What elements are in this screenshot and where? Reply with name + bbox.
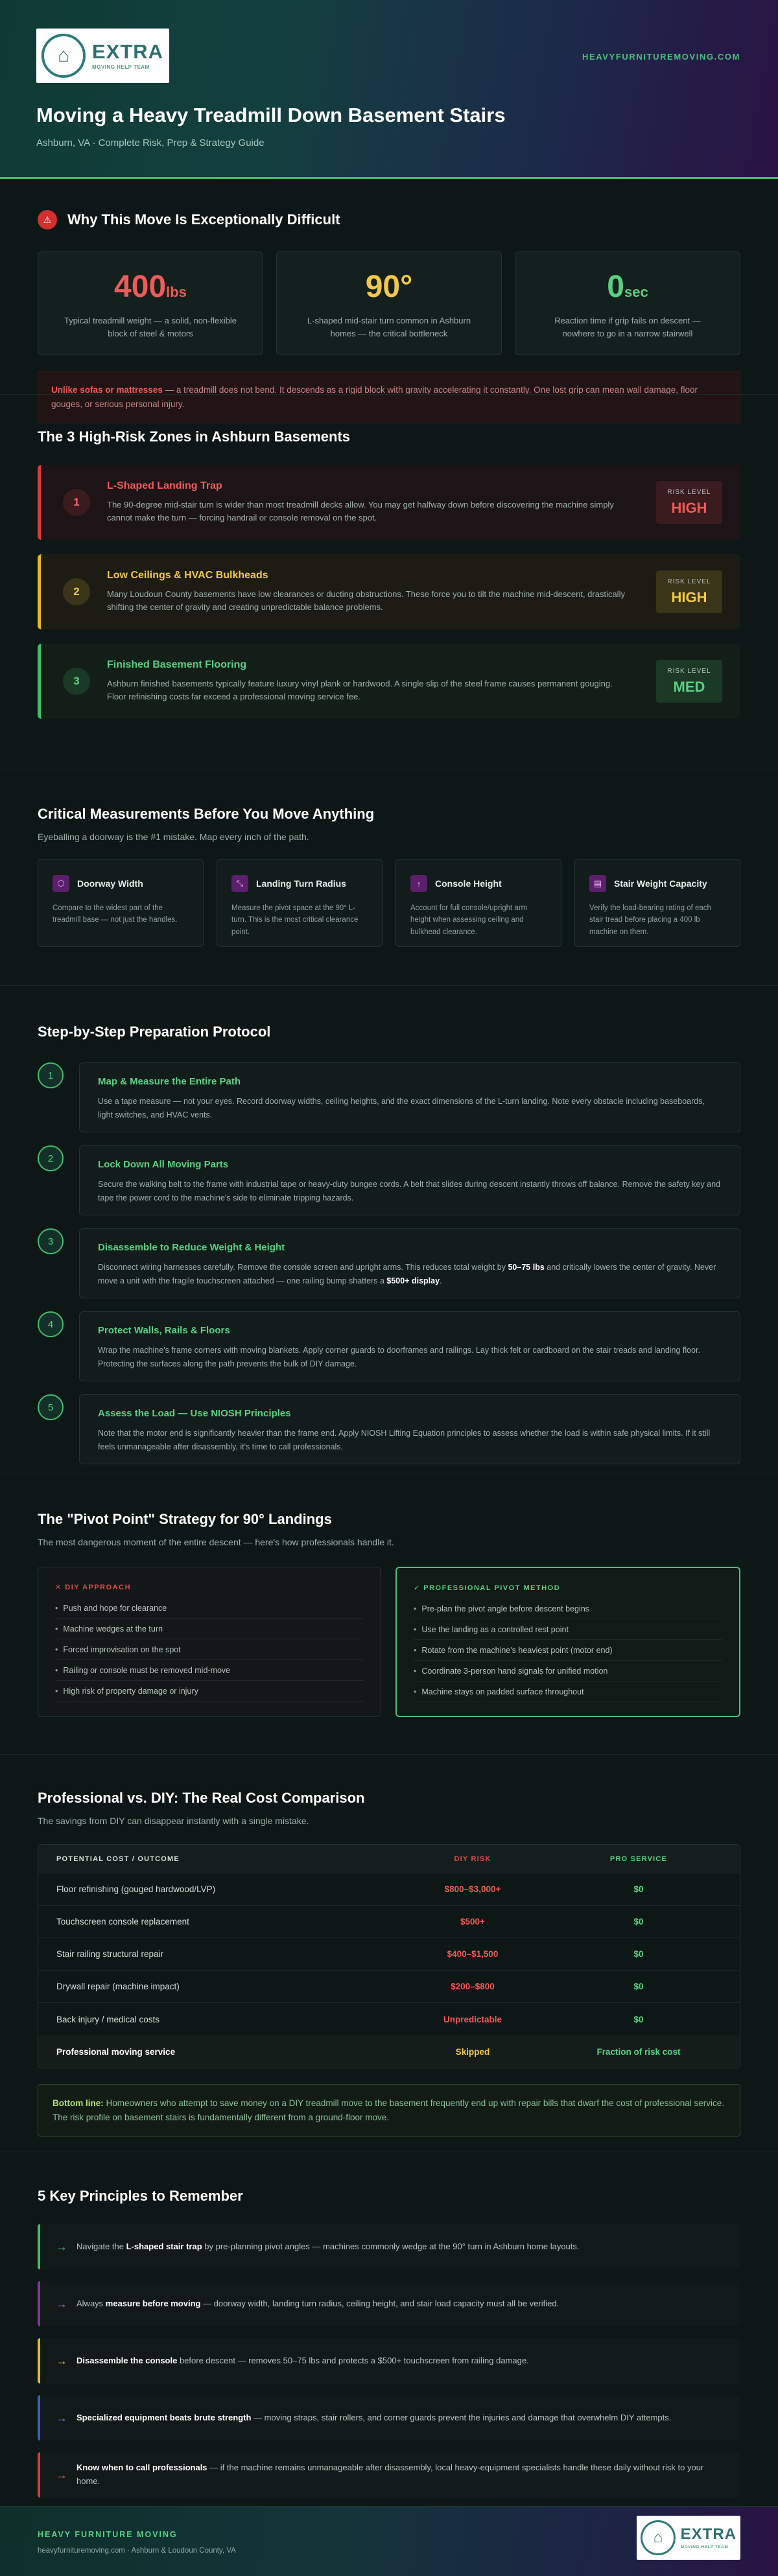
measurements-desc: Eyeballing a doorway is the #1 mistake. Map every inch of the path.	[38, 832, 309, 842]
list-item: • Forced improvisation on the spot	[55, 1639, 364, 1660]
row-pro: $0	[633, 1917, 644, 1926]
arrow-right-icon: →	[56, 2468, 67, 2481]
hero-header	[0, 0, 778, 179]
risk-label: RISK LEVEL	[667, 578, 711, 585]
list-item: • High risk of property damage or injury	[55, 1681, 364, 1702]
stat-unit: sec	[624, 284, 648, 300]
step-title: Lock Down All Moving Parts	[98, 1159, 229, 1170]
cost-title: Professional vs. DIY: The Real Cost Comparison	[38, 1790, 365, 1806]
step-desc-part: Disconnect wiring harnesses carefully. Remove the console screen and upright arms. This reduces total weight by	[98, 1263, 508, 1272]
stat-value	[515, 272, 740, 303]
zone-title: L-Shaped Landing Trap	[107, 480, 222, 491]
pro-pivot-heading: ✓ PROFESSIONAL PIVOT METHOD	[414, 1584, 561, 1592]
list-item: • Railing or console must be removed mid-move	[55, 1660, 364, 1681]
row-item: Stair railing structural repair	[56, 1949, 164, 1959]
step-title: Protect Walls, Rails & Floors	[98, 1325, 230, 1336]
zones-section	[0, 394, 778, 769]
protocol-step	[38, 1062, 740, 1132]
logo-tagline: MOVING HELP TEAM	[92, 64, 150, 70]
measurements-grid	[38, 859, 740, 947]
brand-logo[interactable]	[36, 29, 169, 83]
footer-logo-emblem-icon: ⌂	[641, 2520, 676, 2555]
arrow-right-icon: →	[56, 2240, 67, 2253]
principle-text	[77, 2461, 725, 2488]
row-pro: Fraction of risk cost	[596, 2046, 681, 2057]
risk-badge	[656, 570, 722, 613]
stat-value	[38, 272, 263, 303]
stat-number: 90°	[365, 270, 413, 304]
height-arrow-icon: ↑	[410, 875, 427, 892]
risk-zone-card	[38, 554, 740, 629]
step-card	[79, 1311, 740, 1381]
row-item: Back injury / medical costs	[56, 2014, 160, 2024]
step-title: Disassemble to Reduce Weight & Height	[98, 1242, 285, 1253]
principle-item	[38, 2395, 740, 2441]
zone-title: Finished Basement Flooring	[107, 659, 247, 670]
zone-body	[107, 570, 656, 614]
cost-table	[38, 1844, 740, 2068]
risk-badge	[656, 481, 722, 524]
principle-bold: Know when to call professionals	[77, 2463, 207, 2473]
zone-number: 1	[63, 489, 90, 516]
list-item: • Use the landing as a controlled rest point	[414, 1619, 722, 1640]
list-item: • Push and hope for clearance	[55, 1598, 364, 1619]
zone-number: 2	[63, 578, 90, 605]
step-desc-part: and critically lowers the center of gravity. Never move a unit with the fragile touchscreen attached — one railing bump shatters a	[98, 1263, 716, 1285]
row-item: Touchscreen console replacement	[56, 1917, 189, 1926]
page-subtitle: Ashburn, VA · Complete Risk, Prep & Strategy Guide	[36, 137, 265, 148]
step-number: 2	[38, 1145, 64, 1171]
stats-row	[38, 252, 740, 355]
page-title: Moving a Heavy Treadmill Down Basement Stairs	[36, 104, 506, 126]
risk-value: HIGH	[671, 589, 707, 605]
table-row	[38, 2003, 740, 2035]
measurements-title: Critical Measurements Before You Move Anything	[38, 806, 375, 822]
principle-pre: Always	[77, 2298, 106, 2308]
risk-label: RISK LEVEL	[667, 668, 711, 675]
principle-post: — moving straps, stair rollers, and corner guards prevent the injuries and damage that overwhelm DIY attempts.	[251, 2412, 672, 2422]
diy-approach-card	[38, 1567, 381, 1717]
logo-emblem-icon: ⌂	[41, 34, 86, 78]
row-pro: $0	[633, 1884, 644, 1894]
row-item: Professional moving service	[56, 2046, 176, 2057]
footer-logo-wordmark: EXTRA	[680, 2525, 737, 2543]
table-row	[38, 1906, 740, 1938]
stat-number: 0	[607, 270, 624, 304]
measurement-desc: Measure the pivot space at the 90° L-turn. This is the most critical clearance point.	[231, 904, 359, 936]
zone-body	[107, 480, 656, 524]
cost-section	[0, 1754, 778, 2151]
footer-logo[interactable]	[637, 2516, 740, 2560]
principle-post: by pre-planning pivot angles — machines commonly wedge at the 90° turn in Ashburn home layouts.	[202, 2241, 580, 2251]
risk-value: MED	[673, 679, 705, 695]
stair-icon: ▤	[589, 875, 606, 892]
stat-card	[38, 252, 263, 355]
stat-desc: Typical treadmill weight — a solid, non-flexible block of steel & motors	[64, 316, 237, 338]
step-title: Map & Measure the Entire Path	[98, 1076, 241, 1087]
protocol-step	[38, 1311, 740, 1381]
measurement-title: Console Height	[435, 878, 502, 889]
why-section	[0, 179, 778, 409]
principle-item	[38, 2338, 740, 2383]
arrow-right-icon: →	[56, 2411, 67, 2424]
diy-approach-heading: ✕ DIY APPROACH	[55, 1584, 132, 1591]
arrow-right-icon: →	[56, 2354, 67, 2367]
zone-desc: Ashburn finished basements typically feature luxury vinyl plank or hardwood. A single slip of the steel frame causes permanent gouging. Floor refinishing costs far exceed a professional moving service fee.	[107, 678, 613, 701]
doorway-icon: ⬡	[53, 875, 69, 892]
measurement-title: Doorway Width	[77, 878, 143, 889]
zones-title: The 3 High-Risk Zones in Ashburn Basements	[38, 428, 351, 445]
step-desc: Note that the motor end is significantly heavier than the frame end. Apply NIOSH Lifting Equation principles to assess whether the load is within safe physical limits. If it still feels unmanageable after disassembly, it's time to call professionals.	[98, 1429, 711, 1451]
measurement-card	[574, 859, 740, 947]
pro-pivot-card	[395, 1567, 740, 1717]
bottom-line-callout	[38, 2084, 740, 2137]
principle-text	[77, 2240, 580, 2254]
measurement-header	[53, 875, 189, 892]
header-diy: DIY RISK	[454, 1855, 491, 1863]
principle-item	[38, 2224, 740, 2269]
principle-post: — if the machine remains unmanageable after disassembly, local heavy-equipment specialists handle these daily without risk to your home.	[77, 2463, 704, 2486]
arrow-right-icon: →	[56, 2297, 67, 2310]
protocol-title: Step-by-Step Preparation Protocol	[38, 1024, 271, 1040]
principle-text	[77, 2297, 559, 2311]
measurement-desc: Compare to the widest part of the treadmill base — not just the handles.	[53, 904, 178, 924]
measurement-desc: Verify the load-bearing rating of each stair tread before placing a 400 lb machine on them.	[589, 904, 711, 936]
pivot-desc: The most dangerous moment of the entire descent — here's how professionals handle it.	[38, 1537, 394, 1547]
zone-title: Low Ceilings & HVAC Bulkheads	[107, 569, 268, 581]
callout-text: — a treadmill does not bend. It descends as a rigid block with gravity accelerating it constantly. One lost grip can mean wall damage, floor gouges, or serious personal injury.	[51, 385, 698, 409]
stat-number: 400	[114, 270, 167, 304]
measurement-title: Stair Weight Capacity	[614, 878, 707, 889]
principles-section	[0, 2151, 778, 2506]
measurement-desc: Account for full console/upright arm height when assessing ceiling and bulkhead clearance.	[410, 904, 528, 936]
measurement-header	[589, 875, 725, 892]
risk-label: RISK LEVEL	[667, 489, 711, 496]
table-row-pro-service	[38, 2035, 740, 2068]
row-diy: Skipped	[455, 2046, 490, 2057]
list-item: • Rotate from the machine's heaviest point (motor end)	[414, 1640, 722, 1661]
measurement-title: Landing Turn Radius	[256, 878, 346, 889]
zone-body	[107, 659, 656, 703]
principle-text	[77, 2354, 529, 2368]
step-number: 1	[38, 1062, 64, 1088]
list-item: • Coordinate 3-person hand signals for unified motion	[414, 1661, 722, 1681]
row-pro: $0	[633, 2014, 644, 2024]
risk-badge	[656, 660, 722, 703]
stat-card	[276, 252, 502, 355]
principle-bold: L-shaped stair trap	[126, 2241, 202, 2251]
protocol-step	[38, 1394, 740, 1464]
table-row	[38, 1971, 740, 2003]
principle-item	[38, 2281, 740, 2326]
principle-text	[77, 2411, 671, 2425]
step-card	[79, 1228, 740, 1298]
step-number: 5	[38, 1394, 64, 1420]
row-pro: $0	[633, 1949, 644, 1959]
row-diy: Unpredictable	[443, 2014, 502, 2024]
diy-approach-list	[55, 1598, 364, 1702]
step-number-wrap	[38, 1394, 79, 1464]
why-title: Why This Move Is Exceptionally Difficult	[67, 211, 340, 228]
step-card	[79, 1062, 740, 1132]
measurement-card	[217, 859, 383, 947]
measurement-header	[410, 875, 547, 892]
principles-list	[38, 2224, 740, 2498]
step-number-wrap	[38, 1311, 79, 1381]
step-desc-bold: 50–75 lbs	[508, 1263, 545, 1272]
row-diy: $400–$1,500	[447, 1949, 499, 1959]
row-diy: $200–$800	[451, 1982, 495, 1991]
measurement-card	[395, 859, 561, 947]
cost-desc: The savings from DIY can disappear instantly with a single mistake.	[38, 1816, 309, 1826]
principle-post: before descent — removes 50–75 lbs and protects a $500+ touchscreen from railing damage.	[177, 2355, 529, 2365]
zone-desc: The 90-degree mid-stair turn is wider than most treadmill decks allow. You may get halfway down before discovering the machine simply cannot make the turn — forcing handrail or console removal on the spot.	[107, 499, 614, 522]
callout-bold: Unlike sofas or mattresses	[51, 385, 163, 395]
step-card	[79, 1145, 740, 1215]
logo-wordmark: EXTRA	[92, 40, 164, 63]
principle-item	[38, 2452, 740, 2498]
protocol-step	[38, 1145, 740, 1215]
zone-number: 3	[63, 668, 90, 695]
stat-desc: L-shaped mid-stair turn common in Ashburn homes — the critical bottleneck	[307, 316, 471, 338]
zone-desc: Many Loudoun County basements have low clearances or ducting obstructions. These force you to tilt the machine mid-descent, drastically shifting the center of gravity and creating unpredictable balance problems.	[107, 589, 625, 612]
principle-pre: Navigate the	[77, 2241, 126, 2251]
measurement-header	[231, 875, 368, 892]
step-number-wrap	[38, 1062, 79, 1132]
stat-value	[277, 272, 501, 303]
stat-desc: Reaction time if grip fails on descent — nowhere to go in a narrow stairwell	[554, 316, 701, 338]
table-header-row	[38, 1845, 740, 1873]
turn-radius-icon: ⤡	[231, 875, 248, 892]
step-desc: Secure the walking belt to the frame with industrial tape or heavy-duty bungee cords. A belt that slides during descent instantly throws off balance. Remove the safety key and tape the power cord to the machine's side to eliminate tripping hazards.	[98, 1180, 721, 1202]
row-diy: $800–$3,000+	[444, 1884, 501, 1894]
step-card	[79, 1394, 740, 1464]
list-item: • Pre-plan the pivot angle before descent begins	[414, 1598, 722, 1619]
table-row	[38, 1873, 740, 1906]
step-desc: Wrap the machine's frame corners with moving blankets. Apply corner guards to doorframes and railings. Lay thick felt or cardboard on the stair treads and landing floor. Protecting the surfaces along the path prevents the bulk of DIY damage.	[98, 1346, 701, 1368]
step-number: 3	[38, 1228, 64, 1254]
footer-brand: HEAVY FURNITURE MOVING	[38, 2530, 178, 2539]
header-outcome: POTENTIAL COST / OUTCOME	[56, 1855, 180, 1863]
step-desc: Use a tape measure — not your eyes. Record doorway widths, ceiling heights, and the exact dimensions of the L-turn landing. Note every obstacle including baseboards, light switches, and HVAC vents.	[98, 1097, 705, 1119]
step-desc-bold: $500+ display	[386, 1276, 440, 1285]
row-item: Floor refinishing (gouged hardwood/LVP)	[56, 1884, 216, 1894]
footer-logo-tagline: MOVING HELP TEAM	[680, 2544, 729, 2549]
principle-bold: measure before moving	[105, 2298, 201, 2308]
risk-zone-card	[38, 465, 740, 540]
site-url-link[interactable]: HEAVYFURNITUREMOVING.COM	[582, 52, 740, 62]
risk-value: HIGH	[671, 500, 707, 516]
table-row	[38, 1938, 740, 1971]
measurements-section	[0, 769, 778, 985]
list-item: • Machine wedges at the turn	[55, 1619, 364, 1639]
list-item: • Machine stays on padded surface throughout	[414, 1681, 722, 1702]
step-number: 4	[38, 1311, 64, 1337]
principle-bold: Disassemble the console	[77, 2355, 178, 2365]
principle-post: — doorway width, landing turn radius, ceiling height, and stair load capacity must all be verified.	[200, 2298, 560, 2308]
risk-zone-card	[38, 644, 740, 719]
bottom-line-label: Bottom line:	[53, 2098, 104, 2108]
header-pro: PRO SERVICE	[609, 1855, 668, 1863]
footer	[0, 2506, 778, 2576]
pivot-section	[0, 1473, 778, 1754]
measurement-card	[38, 859, 204, 947]
principles-title: 5 Key Principles to Remember	[38, 2188, 243, 2204]
protocol-section	[0, 985, 778, 1473]
row-diy: $500+	[460, 1917, 485, 1926]
pivot-title: The "Pivot Point" Strategy for 90° Landings	[38, 1511, 332, 1527]
stat-unit: lbs	[166, 284, 187, 300]
footer-subtext: heavyfurnituremoving.com · Ashburn & Loudoun County, VA	[38, 2547, 236, 2555]
step-desc	[98, 1261, 722, 1287]
step-desc-part: .	[440, 1276, 442, 1285]
row-pro: $0	[633, 1982, 644, 1991]
zones-list	[38, 465, 740, 719]
warning-icon: ⚠	[38, 210, 57, 229]
step-number-wrap	[38, 1145, 79, 1215]
step-title: Assess the Load — Use NIOSH Principles	[98, 1408, 291, 1419]
protocol-step	[38, 1228, 740, 1298]
bottom-line-text: Homeowners who attempt to save money on a DIY treadmill move to the basement frequently end up with repair bills that dwarf the cost of professional service. The risk profile on basement stairs is fundamentally different from a ground-floor move.	[53, 2098, 724, 2122]
row-item: Drywall repair (machine impact)	[56, 1982, 180, 1991]
pro-pivot-list	[414, 1598, 722, 1702]
protocol-steps	[38, 1062, 740, 1464]
step-number-wrap	[38, 1228, 79, 1298]
principle-bold: Specialized equipment beats brute strength	[77, 2412, 252, 2422]
stat-card	[515, 252, 740, 355]
